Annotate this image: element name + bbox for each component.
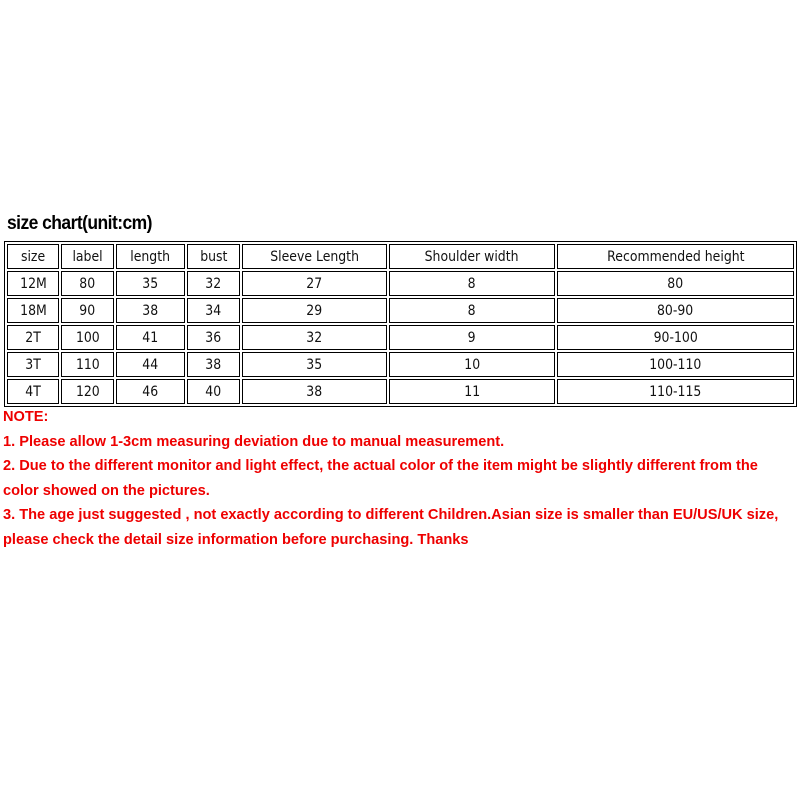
header-recommended-height: Recommended height bbox=[557, 244, 794, 269]
header-shoulder-width: Shoulder width bbox=[389, 244, 555, 269]
cell-sleeve-length: 35 bbox=[242, 352, 387, 377]
cell-bust: 40 bbox=[187, 379, 240, 404]
cell-label: 90 bbox=[61, 298, 114, 323]
table-row bbox=[7, 379, 794, 404]
cell-recommended-height: 80-90 bbox=[557, 298, 794, 323]
note-item: 1. Please allow 1-3cm measuring deviation due to manual measurement. bbox=[3, 433, 505, 450]
cell-size: 18M bbox=[7, 298, 59, 323]
notes-heading: NOTE: bbox=[3, 409, 49, 425]
size-chart-table bbox=[4, 241, 797, 407]
cell-size: 4T bbox=[7, 379, 59, 404]
table-row bbox=[7, 352, 794, 377]
header-label: label bbox=[61, 244, 114, 269]
cell-length: 41 bbox=[116, 325, 185, 350]
cell-sleeve-length: 29 bbox=[242, 298, 387, 323]
cell-shoulder-width: 8 bbox=[389, 298, 555, 323]
cell-label: 110 bbox=[61, 352, 114, 377]
cell-sleeve-length: 38 bbox=[242, 379, 387, 404]
cell-recommended-height: 80 bbox=[557, 271, 794, 296]
cell-sleeve-length: 27 bbox=[242, 271, 387, 296]
cell-length: 35 bbox=[116, 271, 185, 296]
note-item: 3. The age just suggested , not exactly according to different Children.Asian size is smaller than EU/US/UK size, please check the detail size information before purchasing. Thanks bbox=[3, 507, 779, 548]
cell-shoulder-width: 8 bbox=[389, 271, 555, 296]
cell-bust: 32 bbox=[187, 271, 240, 296]
cell-recommended-height: 100-110 bbox=[557, 352, 794, 377]
cell-bust: 38 bbox=[187, 352, 240, 377]
cell-recommended-height: 90-100 bbox=[557, 325, 794, 350]
table-row bbox=[7, 271, 794, 296]
cell-size: 12M bbox=[7, 271, 59, 296]
size-chart-title: size chart(unit:cm) bbox=[7, 213, 152, 234]
cell-length: 44 bbox=[116, 352, 185, 377]
cell-label: 100 bbox=[61, 325, 114, 350]
cell-shoulder-width: 10 bbox=[389, 352, 555, 377]
cell-shoulder-width: 9 bbox=[389, 325, 555, 350]
table-row bbox=[7, 298, 794, 323]
cell-recommended-height: 110-115 bbox=[557, 379, 794, 404]
cell-shoulder-width: 11 bbox=[389, 379, 555, 404]
table-header-row bbox=[7, 244, 794, 269]
cell-length: 38 bbox=[116, 298, 185, 323]
table-row bbox=[7, 325, 794, 350]
cell-size: 3T bbox=[7, 352, 59, 377]
cell-bust: 34 bbox=[187, 298, 240, 323]
cell-length: 46 bbox=[116, 379, 185, 404]
cell-label: 120 bbox=[61, 379, 114, 404]
cell-bust: 36 bbox=[187, 325, 240, 350]
cell-size: 2T bbox=[7, 325, 59, 350]
cell-label: 80 bbox=[61, 271, 114, 296]
notes-section bbox=[3, 405, 793, 552]
cell-sleeve-length: 32 bbox=[242, 325, 387, 350]
header-length: length bbox=[116, 244, 185, 269]
header-bust: bust bbox=[187, 244, 240, 269]
header-size: size bbox=[7, 244, 59, 269]
header-sleeve-length: Sleeve Length bbox=[242, 244, 387, 269]
note-item: 2. Due to the different monitor and light effect, the actual color of the item might be slightly different from the color showed on the pictures. bbox=[3, 458, 758, 499]
